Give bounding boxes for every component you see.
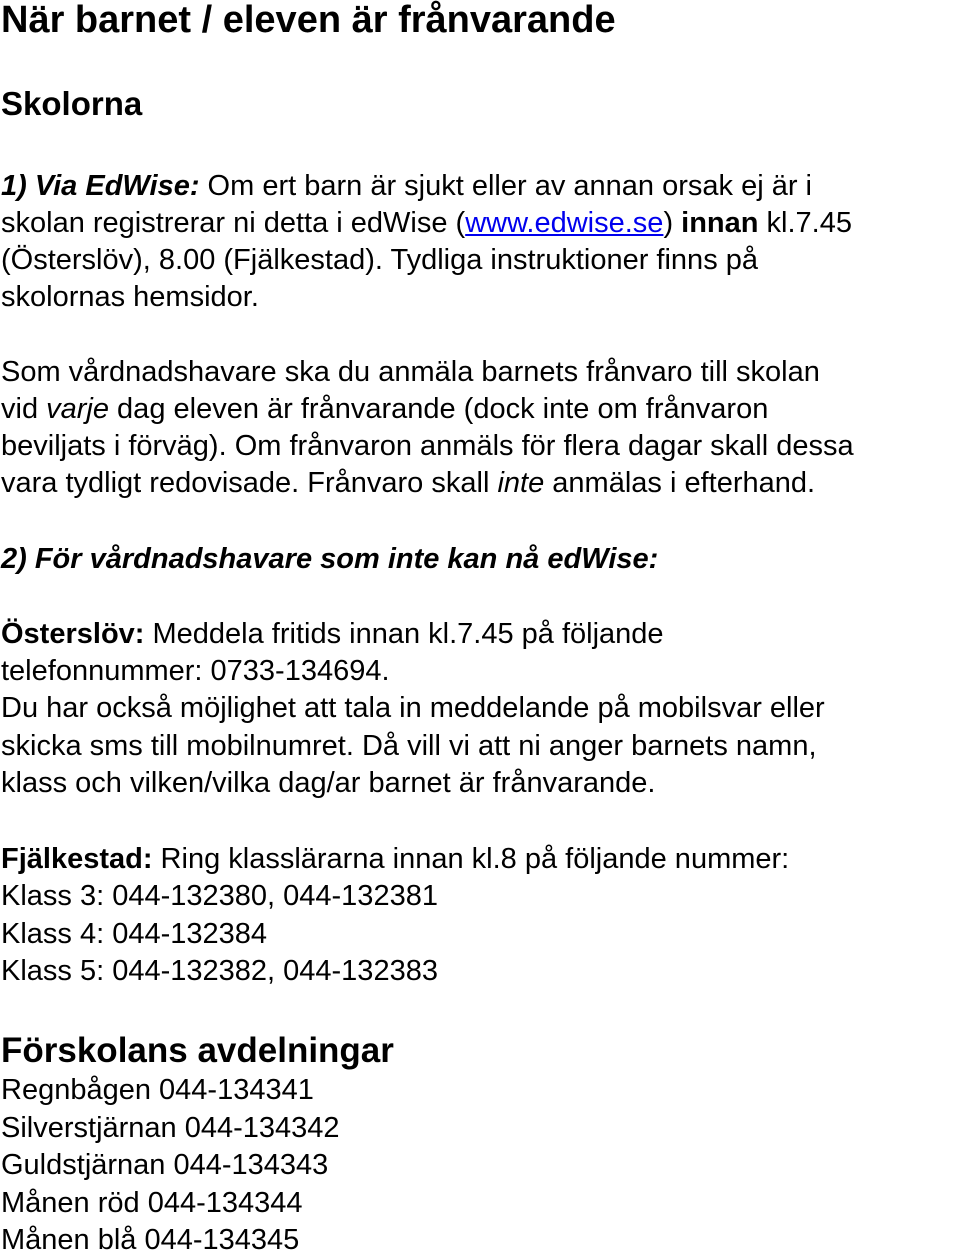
- step1-innan-bold: innan: [681, 207, 759, 239]
- fjalkestad-label: Fjälkestad:: [1, 843, 153, 875]
- osterslov-line-1: [1, 616, 664, 653]
- fjalkestad-line-1-text: Ring klasslärarna innan kl.8 på följande nummer:: [152, 843, 790, 875]
- step1-line-1: [1, 168, 812, 205]
- fjalkestad-class-4: Klass 4: 044-132384: [1, 918, 268, 950]
- step1-line-2-text-a: skolan registrerar ni detta i edWise (: [1, 207, 466, 239]
- step2-heading: 2) För vårdnadshavare som inte kan nå edWise:: [1, 543, 659, 575]
- guardian-varje-italic: varje: [46, 393, 109, 425]
- page-title: När barnet / eleven är frånvarande: [1, 0, 616, 41]
- step1-line-2: [1, 205, 852, 242]
- step1-line-3: (Österslöv), 8.00 (Fjälkestad). Tydliga instruktioner finns på: [1, 244, 759, 276]
- guardian-line-1: Som vårdnadshavare ska du anmäla barnets frånvaro till skolan: [1, 356, 820, 388]
- edwise-link[interactable]: www.edwise.se: [465, 207, 664, 239]
- preschool-manen-bla: Månen blå 044-134345: [1, 1224, 300, 1256]
- step1-line-4: skolornas hemsidor.: [1, 281, 259, 313]
- guardian-line-4-text-b: anmälas i efterhand.: [544, 467, 816, 499]
- preschool-manen-rod: Månen röd 044-134344: [1, 1187, 303, 1219]
- guardian-line-4-text-a: vara tydligt redovisade. Frånvaro skall: [1, 467, 498, 499]
- step1-line-2-text-c: kl.7.45: [758, 207, 852, 239]
- fjalkestad-line-1: [1, 841, 789, 878]
- step1-line-1-text: Om ert barn är sjukt eller av annan orsak ej är i: [199, 170, 812, 202]
- guardian-line-2-text-b: dag eleven är frånvarande (dock inte om frånvaron: [109, 393, 769, 425]
- osterslov-line-3: Du har också möjlighet att tala in meddelande på mobilsvar eller: [1, 692, 825, 724]
- osterslov-line-4: skicka sms till mobilnumret. Då vill vi att ni anger barnets namn,: [1, 730, 817, 762]
- osterslov-label: Österslöv:: [1, 618, 145, 650]
- preschool-silverstjarnan: Silverstjärnan 044-134342: [1, 1112, 340, 1144]
- preschool-guldstjarnan: Guldstjärnan 044-134343: [1, 1149, 329, 1181]
- osterslov-line-1-text: Meddela fritids innan kl.7.45 på följande: [144, 618, 664, 650]
- osterslov-line-2: telefonnummer: 0733-134694.: [1, 655, 390, 687]
- fjalkestad-class-3: Klass 3: 044-132380, 044-132381: [1, 880, 438, 912]
- guardian-inte-italic: inte: [497, 467, 545, 499]
- preschool-heading: Förskolans avdelningar: [1, 1031, 394, 1070]
- step1-line-2-text-b: ): [663, 207, 682, 239]
- preschool-regnbagen: Regnbågen 044-134341: [1, 1074, 314, 1106]
- guardian-line-4: [1, 465, 815, 502]
- guardian-line-3: beviljats i förväg). Om frånvaron anmäls för flera dagar skall dessa: [1, 430, 854, 462]
- step1-label: 1) Via EdWise:: [1, 170, 200, 202]
- fjalkestad-class-5: Klass 5: 044-132382, 044-132383: [1, 955, 438, 987]
- osterslov-line-5: klass och vilken/vilka dag/ar barnet är frånvarande.: [1, 767, 656, 799]
- schools-heading: Skolorna: [1, 85, 143, 122]
- guardian-line-2: [1, 391, 768, 428]
- guardian-line-2-text-a: vid: [1, 393, 47, 425]
